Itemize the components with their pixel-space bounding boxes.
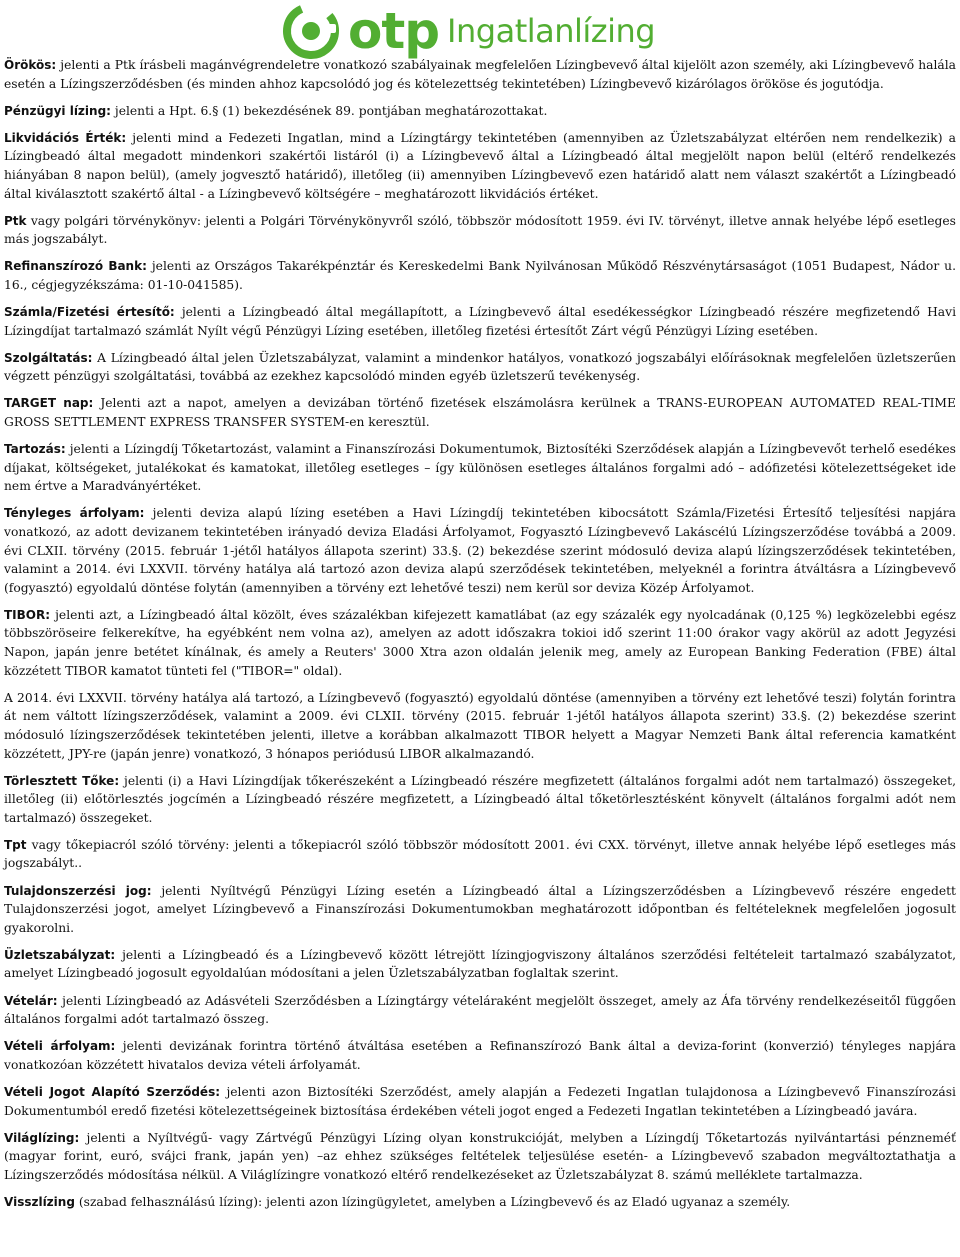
definition-paragraph	[4, 606, 956, 680]
definition-text: jelenti a Hpt. 6.§ (1) bekezdésének 89. pontjában meghatározottakat.	[110, 103, 548, 118]
definition-term: Üzletszabályzat:	[4, 947, 116, 962]
definition-paragraph	[4, 882, 956, 938]
definition-term: Pénzügyi lízing:	[4, 103, 111, 118]
definition-term: Ptk	[4, 213, 27, 228]
logo-otp-text: otp	[348, 2, 440, 60]
definition-text: jelenti (i) a Havi Lízingdíjak tőkerészeként a Lízingbeadó részére megfizetett (általános forgalmi adót nem tartalmazó) összegeket, illetőleg (ii) előtörlesztés jogcímén a Lízingbeadó részére megfizetett, a Lízingbeadó által tőketörlesztésként könyvelt (általános forgalmi adót nem tartalmazó) összegeket.	[4, 773, 956, 825]
definition-text: vagy polgári törvénykönyv: jelenti a Polgári Törvénykönyvről szóló, többször módosított 1959. évi IV. törvényt, illetve annak helyébe lépő esetleges más jogszabályt.	[4, 213, 956, 247]
definition-paragraph	[4, 1193, 956, 1212]
definition-text: jelenti a Lízingbeadó által megállapított, a Lízingbevevő által esedékességkor Lízingbeadó részére megfizetendő Havi Lízingdíjat tartalmazó számlát Nyílt végű Pénzügyi Lízing esetében, illetőleg fizetési értesítőt Zárt végű Pénzügyi Lízing esetében.	[4, 305, 956, 338]
definition-text: jelenti mind a Fedezeti Ingatlan, mind a Lízingtárgy tekintetében (amennyiben az Üzletszabályzat eltérően nem rendelkezik) a Lízingbeadó által megadott mindenkori szakértői listáról (i) a Lízingbevevő által a Lízingbeadó által megjelölt napon belül (eltérő rendelkezés hiányában 8 napon belül), (amely jogvesztő határidő), illetőleg (ii) amennyiben Lízingbevevő ezen határidő alatt nem választ szakértőt a Lízingbeadó által kiválasztott szakértő által - a Lízingbevevő költségére – meghatározott likvidációs értéket.	[4, 130, 956, 201]
definition-text: jelenti a Lízingdíj Tőketartozást, valamint a Finanszírozási Dokumentumok, Biztosítéki Szerződések alapján a Lízingbevevőt terhelő esedékes díjakat, költségeket, jutalékokat és kamatokat, illetőleg esetleges – így különösen esetleges általános forgalmi adó – adófizetési kötelezettségeket ide nem értve a Maradványértéket.	[4, 442, 956, 494]
definition-term: Törlesztett Tőke:	[4, 773, 120, 788]
definition-text: jelenti deviza alapú lízing esetében a Havi Lízingdíj tekintetében kibocsátott Számla/Fizetési Értesítő teljesítési napjára vonatkozó, az adott devizanem tekintetében irányadó deviza Eladási Árfolyamot, Fogyasztó Lízingbevevő Lakáscélú Lízingszerződése továbbá a 2009. évi CLXII. törvény (2015. február 1-jétől hatályos állapota szerint) 33.§. (2) bekezdése szerint módosuló deviza alapú lízingszerződések tekintetében, valamint a 2014. évi LXXVII. törvény hatálya alá tartozó azon deviza alapú szerződések tekintetében, melyeknél a forintra átváltásra a Lízingbevevő (fogyasztó) egyoldalú döntése folytán (amennyiben a törvény ezt lehetővé teszi) nem kerül sor deviza Közép Árfolyamot.	[4, 506, 956, 595]
definition-term: Tulajdonszerzési jog:	[4, 883, 152, 898]
definition-paragraph	[4, 257, 956, 294]
definition-term: Világlízing:	[4, 1130, 80, 1145]
definition-text: jelenti devizának forintra történő átváltása esetében a Refinanszírozó Bank által a deviza-forint (konverzió) tényleges napjára vonatkozóan közzétett hivatalos deviza vételi árfolyamát.	[4, 1039, 956, 1072]
definition-text: A 2014. évi LXXVII. törvény hatálya alá tartozó, a Lízingbevevő (fogyasztó) egyoldalú döntése (amennyiben a törvény ezt lehetővé teszi) folytán forintra át nem váltott lízingszerződések, valamint a 2009. évi CLXII. törvény (2015. február 1-jétől hatályos állapota szerint) 33.§. (2) bekezdése szerint módosuló lízingszerződések tekintetében jelenti, illetve a korábban alkalmazott TIBOR helyett a Magyar Nemzeti Bank által referencia kamatként közzétett, JPY-re (japán jenre) vonatkozó, 3 hónapos periódusú LIBOR alkalmazandó.	[4, 690, 956, 761]
definition-paragraph	[4, 56, 956, 93]
definition-paragraph	[4, 440, 956, 496]
definition-term: Vételár:	[4, 993, 58, 1008]
definition-paragraph	[4, 212, 956, 249]
definition-text: jelenti azt, a Lízingbeadó által közölt, éves százalékban kifejezett kamatlábat (az egy százalék egy nyolcadának (0,125 %) legközelebbi egész többszöröseire felkerekítve, ha egyébként nem volna az), amelyen az adott időszakra tokioi idő szerint 11:00 órakor vagy akörül az adott Jegyzési Napon, japán jenre betétet kínálnak, és amely a Reuters' 3000 Xtra azon oldalán jelenik meg, amely az European Banking Federation (FBE) által közzétett TIBOR kamatot tünteti fel ("TIBOR=" oldal).	[4, 607, 956, 678]
definition-term: Tartozás:	[4, 442, 66, 457]
definition-term: Vételi Jogot Alapító Szerződés:	[4, 1084, 221, 1099]
definition-text: jelenti a Ptk írásbeli magánvégrendeletre vonatkozó szabályainak megfelelően Lízingbevevő által kijelölt azon személy, aki Lízingbevevő halála esetén a Lízingszerződésben (és minden ahhoz kapcsolódó jog és kötelezettség tekintetében) Lízingbevevő kizárólagos örököse és jogutódja.	[4, 58, 956, 91]
definition-paragraph	[4, 349, 956, 386]
definition-text: A Lízingbeadó által jelen Üzletszabályzat, valamint a mindenkor hatályos, vonatkozó jogszabályi előírásoknak megfelelően üzletszerűen végzett pénzügyi szolgáltatási, továbbá az ezekhez kapcsolódó minden egyéb üzletszerű tevékenység.	[4, 350, 956, 384]
definition-text: (szabad felhasználású lízing): jelenti azon lízingügyletet, amelyben a Lízingbevevő és az Eladó ugyanaz a személy.	[74, 1194, 791, 1209]
definition-paragraph	[4, 102, 956, 121]
definition-text: jelenti Lízingbeadó az Adásvételi Szerződésben a Lízingtárgy vételáraként megjelölt összeget, amely az Áfa törvény rendelkezéseitől függően általános forgalmi adót tartalmazó összeg.	[4, 993, 956, 1027]
definition-term: Likvidációs Érték:	[4, 130, 127, 145]
definition-paragraph	[4, 992, 956, 1029]
definition-text: jelenti az Országos Takarékpénztár és Kereskedelmi Bank Nyilvánosan Működő Részvénytársaságot (1051 Budapest, Nádor u. 16., cégjegyzékszáma: 01-10-041585).	[4, 259, 956, 292]
definition-term: TIBOR:	[4, 607, 51, 622]
definition-term: Számla/Fizetési értesítő:	[4, 305, 175, 320]
definition-paragraph	[4, 689, 956, 763]
definition-term: TARGET nap:	[4, 396, 94, 411]
definition-term: Szolgáltatás:	[4, 350, 93, 365]
definitions-list	[4, 56, 956, 1220]
definition-paragraph	[4, 504, 956, 597]
definition-term: Visszlízing	[4, 1194, 75, 1209]
definition-text: vagy tőkepiacról szóló törvény: jelenti a tőkepiacról szóló többször módosított 2001. évi CXX. törvényt, illetve annak helyébe lépő esetleges más jogszabályt..	[4, 837, 956, 871]
definition-term: Tényleges árfolyam:	[4, 506, 145, 521]
definition-paragraph	[4, 129, 956, 203]
definition-paragraph	[4, 1129, 956, 1185]
definition-text: jelenti a Nyíltvégű- vagy Zártvégű Pénzügyi Lízing olyan konstrukcióját, melyben a Lízingdíj Tőketartozás nyilvántartási pénzneméť (magyar forint, euró, svájci frank, japán yen) –az ehhez szükséges feltételek teljesülése esetén- a Lízingbevevő szabadon megváltoztathatja a Lízingszerződés módosítása nélkül. A Világlízingre vonatkozó eltérő rendelkezéseket az Üzletszabályzat 8. számú melléklete tartalmazza.	[4, 1130, 956, 1182]
definition-term: Refinanszírozó Bank:	[4, 259, 147, 274]
definition-term: Vételi árfolyam:	[4, 1039, 116, 1054]
definition-text: jelenti Nyíltvégű Pénzügyi Lízing esetén a Lízingbeadó által a Lízingszerződésben a Lízingbevevő részére engedett Tulajdonszerzési jogot, amelyet Lízingbevevő a Finanszírozási Dokumentumokban meghatározott időpontban és feltételeknek megfelelően jogosult gyakorolni.	[4, 883, 956, 935]
logo-subtitle-text: Ingatlanlízing	[447, 12, 656, 50]
page-header	[0, 0, 960, 62]
definition-paragraph	[4, 1083, 956, 1120]
definition-paragraph	[4, 394, 956, 431]
otp-ingatlanlizing-logo	[282, 2, 655, 60]
definition-term: Örökös:	[4, 58, 57, 72]
definition-paragraph	[4, 772, 956, 828]
definition-paragraph	[4, 1037, 956, 1074]
definition-text: jelenti a Lízingbeadó és a Lízingbevevő között létrejött lízingjogviszony általános szerződési feltételeit tartalmazó szabályzatot, amelyet Lízingbeadó jogosult egyoldalúan módosítani a jelen Üzletszabályzatban foglaltak szerint.	[4, 947, 956, 981]
definition-paragraph	[4, 946, 956, 983]
definition-paragraph	[4, 836, 956, 873]
otp-swirl-logo-icon	[282, 2, 342, 60]
definition-text: jelenti azon Biztosítéki Szerződést, amely alapján a Fedezeti Ingatlan tulajdonosa a Lízingbevevő Finanszírozási Dokumentumból eredő fizetési kötelezettségeinek biztosítása érdekében vételi jogot enged a Fedezeti Ingatlan tekintetében a Lízingbeadó javára.	[4, 1084, 956, 1118]
definition-term: Tpt	[4, 837, 27, 852]
definition-text: Jelenti azt a napot, amelyen a devizában történő fizetések elszámolásra kerülnek a TRANS-EUROPEAN AUTOMATED REAL-TIME GROSS SETTLEMENT EXPRESS TRANSFER SYSTEM-en keresztül.	[4, 396, 956, 429]
definition-paragraph	[4, 303, 956, 340]
